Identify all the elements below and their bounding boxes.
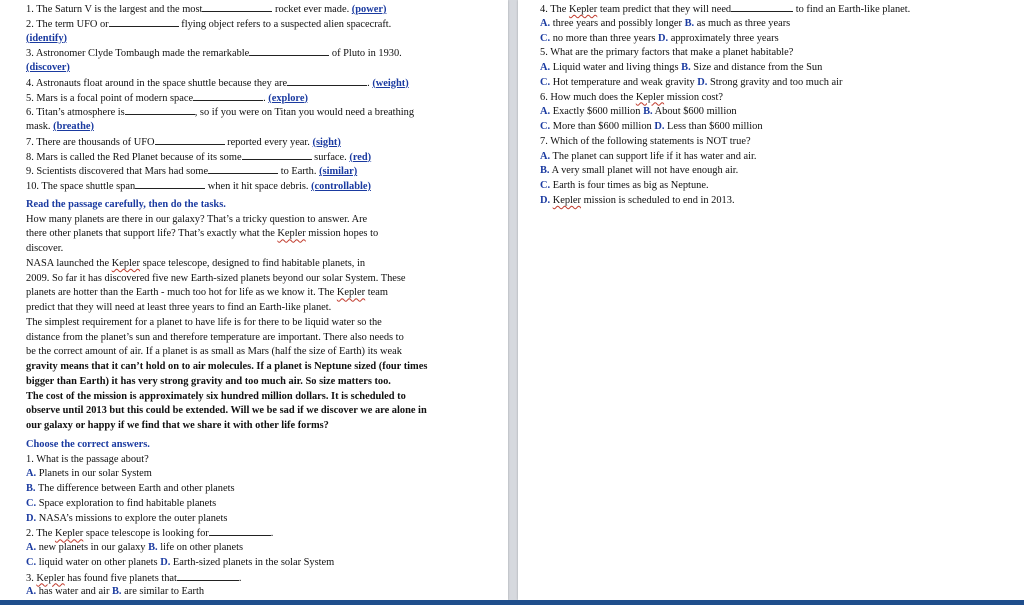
left-column bbox=[26, 2, 492, 600]
answer-blank[interactable] bbox=[155, 135, 225, 145]
exercise-line-8: 8. Mars is called the Red Planet because of its some surface. (red) bbox=[26, 151, 372, 163]
answer-blank[interactable] bbox=[135, 179, 205, 189]
passage-line: be the correct amount of air. If a planet is as small as Mars (half the size of Earth) its weak bbox=[26, 346, 402, 358]
option-a[interactable]: A. The planet can support life if it has water and air. bbox=[540, 150, 757, 162]
option-c[interactable]: C. Earth is four times as big as Neptune. bbox=[540, 180, 709, 191]
passage-line: gravity means that it can’t hold on to air molecules. If a planet is Neptune sized (four times bbox=[26, 361, 428, 372]
exercise-line-10: 10. The space shuttle span when it hit space debris. (controllable) bbox=[26, 181, 371, 192]
exercise-line-4: 4. Astronauts float around in the space shuttle because they are . (weight) bbox=[26, 77, 409, 89]
exercise-hint-line: (discover) bbox=[26, 62, 70, 73]
passage-line: bigger than Earth) it has very strong gravity and too much air. So size matters too. bbox=[26, 375, 391, 387]
options-ab[interactable]: A. three years and possibly longer B. as much as three years bbox=[540, 17, 791, 29]
answer-blank[interactable] bbox=[731, 2, 793, 12]
passage-line: planets are hotter than the Earth - much too hot for life as we know it. The Kepler team bbox=[26, 287, 388, 299]
option-d[interactable]: D. NASA’s missions to explore the outer planets bbox=[26, 512, 228, 524]
document-page-left bbox=[0, 0, 508, 600]
exercise-line-2: 2. The term UFO or flying object refers to a suspected alien spacecraft. bbox=[26, 18, 392, 30]
answer-blank[interactable] bbox=[202, 2, 272, 12]
exercise-hint-line: (identify) bbox=[26, 32, 67, 44]
options-cd[interactable]: C. More than $600 million D. Less than $600 million bbox=[540, 121, 763, 132]
option-a[interactable]: A. Planets in our solar System bbox=[26, 468, 152, 480]
option-d[interactable]: D. Kepler mission is scheduled to end in 2013. bbox=[540, 194, 735, 206]
answer-blank[interactable] bbox=[177, 571, 239, 581]
exercise-line-6-cont: mask. (breathe) bbox=[26, 121, 94, 132]
passage-line: discover. bbox=[26, 243, 64, 254]
exercise-line-6: 6. Titan’s atmosphere is , so if you were on Titan you would need a breathing bbox=[26, 107, 415, 119]
question-3: 3. Kepler has found five planets that . bbox=[26, 572, 242, 584]
option-b[interactable]: B. The difference between Earth and other planets bbox=[26, 483, 235, 494]
passage-line: How many planets are there in our galaxy? That’s a tricky question to answer. Are bbox=[26, 213, 368, 225]
question-4: 4. The Kepler team predict that they will need to find an Earth-like planet. bbox=[540, 4, 911, 15]
exercise-line-7: 7. There are thousands of UFO reported every year. (sight) bbox=[26, 136, 341, 148]
exercise-line-3: 3. Astronomer Clyde Tombaugh made the remarkable of Pluto in 1930. bbox=[26, 48, 402, 60]
passage-line: The cost of the mission is approximately six hundred million dollars. It is scheduled to bbox=[26, 390, 406, 402]
options-ab[interactable]: A. has water and air B. are similar to Earth bbox=[26, 586, 205, 598]
passage-heading: Read the passage carefully, then do the tasks. bbox=[26, 198, 226, 210]
question-5: 5. What are the primary factors that make a planet habitable? bbox=[540, 47, 794, 59]
passage-line: there other planets that support life? That’s exactly what the Kepler mission hopes to bbox=[26, 228, 379, 240]
exercise-line-5: 5. Mars is a focal point of modern space . (explore) bbox=[26, 92, 308, 104]
exercise-line-1: 1. The Saturn V is the largest and the most rocket ever made. (power) bbox=[26, 4, 387, 15]
choose-heading: Choose the correct answers. bbox=[26, 438, 150, 450]
passage-line: our galaxy or happy if we find that we share it with other life forms? bbox=[26, 420, 329, 431]
answer-blank[interactable] bbox=[209, 526, 271, 536]
right-column bbox=[540, 2, 1010, 209]
passage-line: The simplest requirement for a planet to have life is for there to be liquid water so the bbox=[26, 316, 382, 328]
option-c[interactable]: C. Space exploration to find habitable planets bbox=[26, 497, 217, 509]
answer-blank[interactable] bbox=[109, 17, 179, 27]
answer-blank[interactable] bbox=[242, 150, 312, 160]
passage-line: NASA launched the Kepler space telescope, designed to find habitable planets, in bbox=[26, 257, 366, 269]
option-b[interactable]: B. A very small planet will not have enough air. bbox=[540, 165, 739, 177]
passage-line: predict that they will need at least three years to find an Earth-like planet. bbox=[26, 302, 332, 313]
question-6: 6. How much does the Kepler mission cost? bbox=[540, 91, 723, 103]
options-ab[interactable]: A. Exactly $600 million B. About $600 million bbox=[540, 106, 737, 118]
options-cd[interactable]: C. Hot temperature and weak gravity D. Strong gravity and too much air bbox=[540, 76, 843, 88]
passage-line: observe until 2013 but this could be extended. Will we be sad if we discover we are alone in bbox=[26, 405, 427, 417]
answer-blank[interactable] bbox=[125, 105, 195, 115]
question-2: 2. The Kepler space telescope is looking for . bbox=[26, 528, 274, 540]
options-cd[interactable]: C. liquid water on other planets D. Earth-sized planets in the solar System bbox=[26, 556, 335, 568]
options-ab[interactable]: A. new planets in our galaxy B. life on other planets bbox=[26, 542, 244, 553]
answer-blank[interactable] bbox=[193, 91, 263, 101]
question-7: 7. Which of the following statements is NOT true? bbox=[540, 135, 751, 147]
passage-line: 2009. So far it has discovered five new Earth-sized planets beyond our solar System. These bbox=[26, 272, 406, 284]
answer-blank[interactable] bbox=[249, 46, 329, 56]
options-ab[interactable]: A. Liquid water and living things B. Size and distance from the Sun bbox=[540, 62, 823, 73]
answer-blank[interactable] bbox=[287, 76, 367, 86]
document-page-right bbox=[518, 0, 1024, 600]
taskbar-strip bbox=[0, 600, 1024, 605]
passage-line: distance from the planet’s sun and therefore temperature are important. There also needs to bbox=[26, 331, 404, 343]
question-1: 1. What is the passage about? bbox=[26, 453, 149, 465]
exercise-line-9: 9. Scientists discovered that Mars had some to Earth. (similar) bbox=[26, 166, 358, 178]
answer-blank[interactable] bbox=[208, 164, 278, 174]
options-cd[interactable]: C. no more than three years D. approximately three years bbox=[540, 32, 779, 44]
